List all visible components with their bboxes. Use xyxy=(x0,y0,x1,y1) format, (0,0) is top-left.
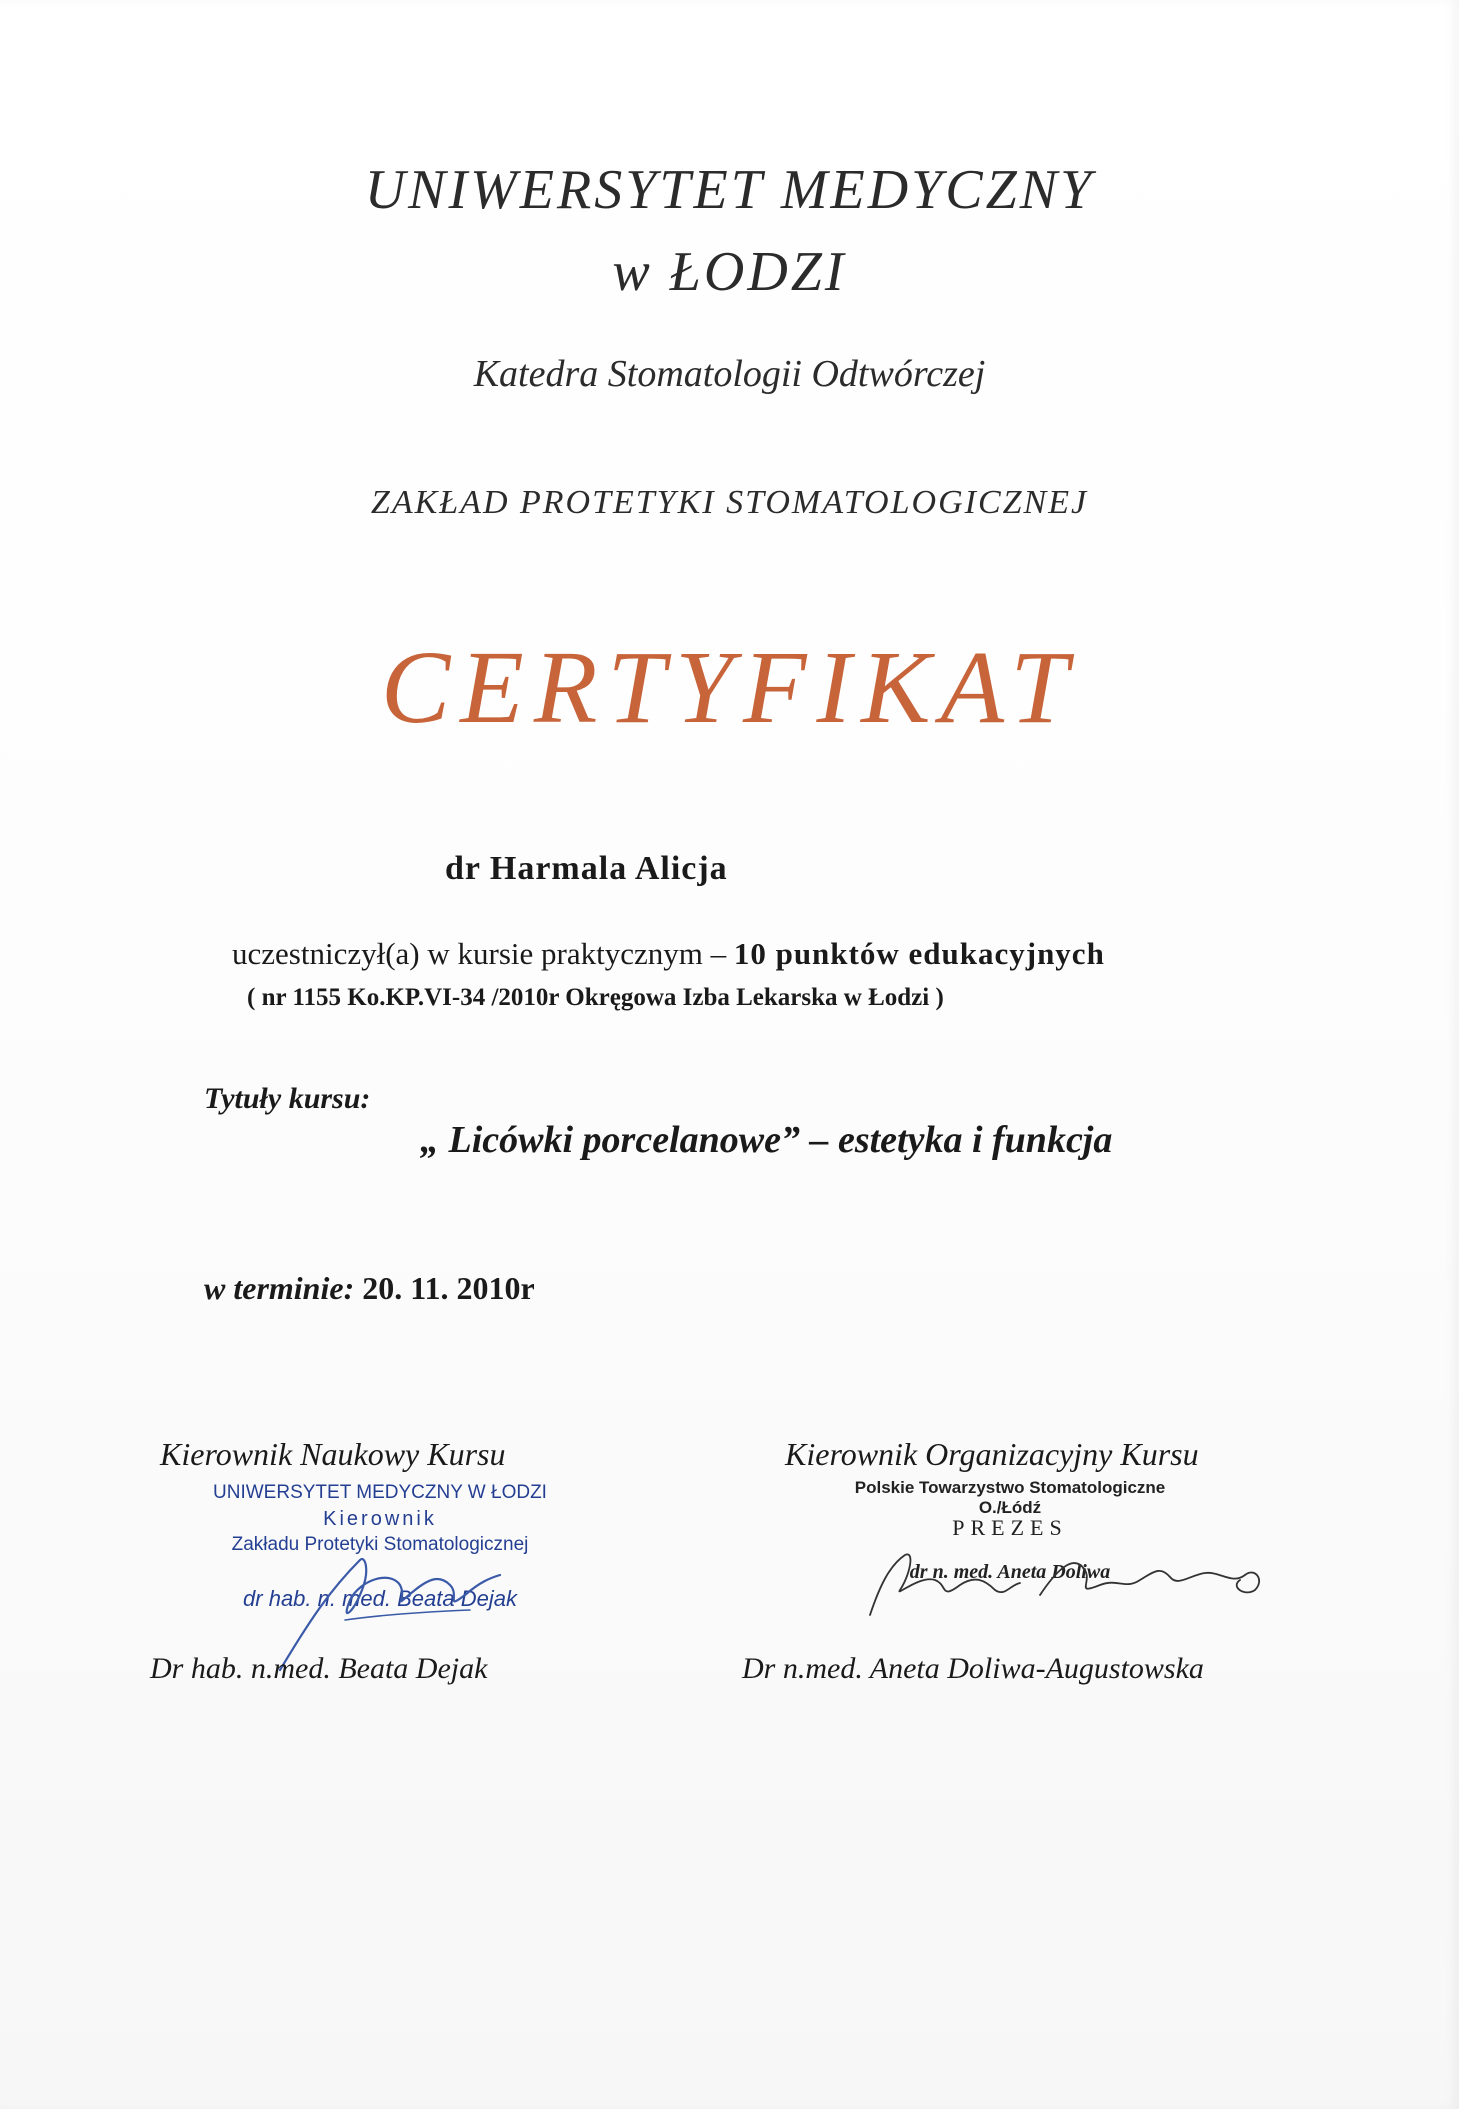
scientific-director-heading: Kierownik Naukowy Kursu xyxy=(160,1436,506,1472)
organizational-director-name: Dr n.med. Aneta Doliwa-Augustowska xyxy=(742,1652,1204,1685)
course-title: „ Licówki porcelanowe” – estetyka i funkcja xyxy=(420,1119,1113,1161)
participation-text: uczestniczył(a) w kursie praktycznym – xyxy=(232,936,727,971)
reference-line: ( nr 1155 Ko.KP.VI-34 /2010r Okręgowa Izba Lekarska w Łodzi ) xyxy=(247,984,944,1011)
recipient-name: dr Harmala Alicja xyxy=(445,850,728,887)
stamp-person-name-right: dr n. med. Aneta Doliwa xyxy=(909,1561,1111,1583)
university-stamp xyxy=(160,1480,600,1612)
university-name: UNIWERSYTET MEDYCZNY xyxy=(364,159,1095,221)
unit-name: ZAKŁAD PROTETYKI STOMATOLOGICZNEJ xyxy=(370,484,1089,521)
stamp-branch: O./Łódź xyxy=(978,1498,1042,1517)
stamp-society: Polskie Towarzystwo Stomatologiczne xyxy=(854,1478,1166,1497)
education-points: 10 punktów edukacyjnych xyxy=(733,936,1105,971)
stamp-person-name: dr hab. n. med. Beata Dejak xyxy=(243,1586,517,1611)
participation-line xyxy=(232,936,1105,972)
stamp-title: PREZES xyxy=(952,1515,1068,1540)
stamp-unit: Zakładu Protetyki Stomatologicznej xyxy=(231,1534,529,1555)
society-stamp xyxy=(830,1478,1190,1582)
department-name: Katedra Stomatologii Odtwórczej xyxy=(473,353,986,395)
stamp-role: Kierownik xyxy=(323,1508,437,1530)
term-line xyxy=(204,1270,535,1307)
scientific-director-name: Dr hab. n.med. Beata Dejak xyxy=(150,1652,488,1685)
organizational-director-heading: Kierownik Organizacyjny Kursu xyxy=(785,1436,1199,1472)
term-label: w terminie: xyxy=(204,1270,355,1306)
course-titles-label: Tytuły kursu: xyxy=(204,1082,371,1115)
university-city: w ŁODZI xyxy=(612,241,847,303)
stamp-university: UNIWERSYTET MEDYCZNY W ŁODZI xyxy=(213,1482,547,1503)
certificate-title: CERTYFIKAT xyxy=(380,630,1079,745)
term-date: 20. 11. 2010r xyxy=(362,1270,535,1306)
